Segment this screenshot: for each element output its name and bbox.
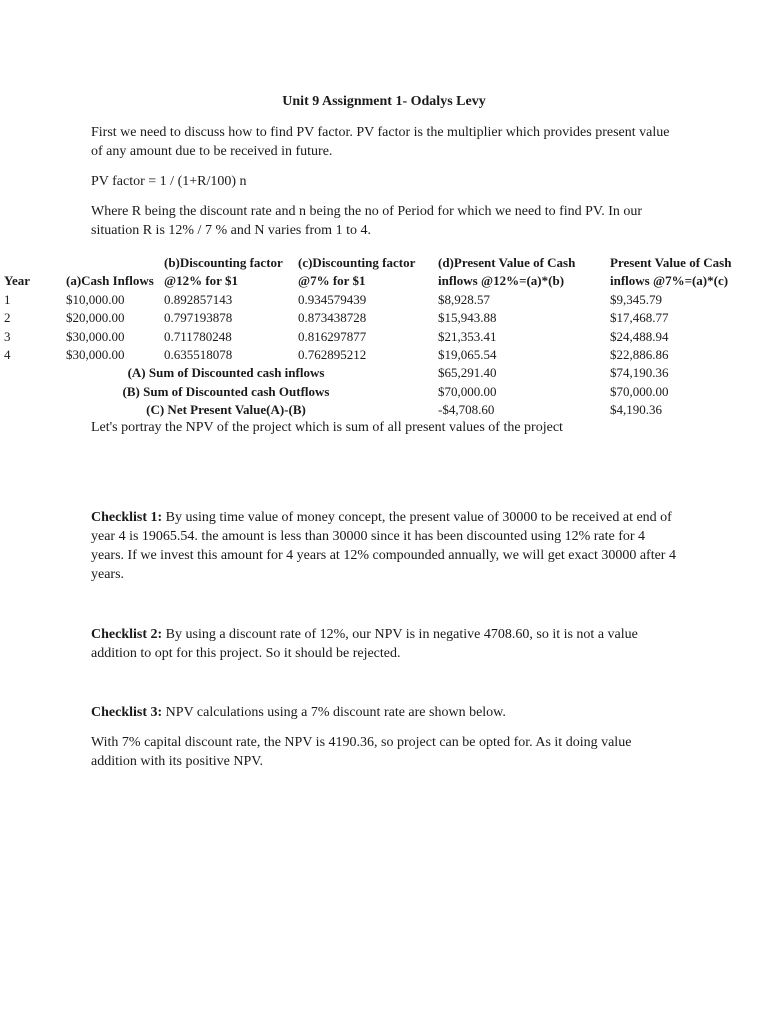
header-year: Year bbox=[4, 273, 30, 289]
pv-factor-formula: PV factor = 1 / (1+R/100) n bbox=[91, 174, 247, 189]
header-c-bottom: @7% for $1 bbox=[298, 273, 366, 289]
closing-paragraph: With 7% capital discount rate, the NPV is 4190.36, so project can be opted for. As it doing value addition with its positive NPV. bbox=[91, 735, 632, 769]
checklist-2-label: Checklist 2: bbox=[91, 627, 163, 642]
cell-pv-12: $8,928.57 bbox=[438, 291, 490, 307]
cell-pv-12: $21,353.41 bbox=[438, 328, 497, 344]
header-b-top: (b)Discounting factor bbox=[164, 255, 283, 270]
cell-pv-7: $22,886.86 bbox=[610, 346, 669, 362]
cell-cash-inflow: $10,000.00 bbox=[66, 291, 125, 307]
table-row bbox=[4, 309, 764, 327]
cell-year: 1 bbox=[4, 291, 11, 307]
checklist-1 bbox=[91, 508, 679, 584]
summary-pv-12: $65,291.40 bbox=[438, 365, 497, 381]
cell-pv-7: $9,345.79 bbox=[610, 291, 662, 307]
summary-pv-7: $74,190.36 bbox=[610, 365, 669, 381]
cell-pv-7: $17,468.77 bbox=[610, 310, 669, 326]
summary-pv-12: $70,000.00 bbox=[438, 383, 497, 399]
summary-row-npv bbox=[4, 401, 764, 419]
cell-factor-12: 0.892857143 bbox=[164, 291, 233, 307]
cell-year: 4 bbox=[4, 346, 11, 362]
summary-row-outflows bbox=[4, 383, 764, 401]
header-c-top: (c)Discounting factor bbox=[298, 255, 416, 270]
table-row bbox=[4, 346, 764, 364]
intro-paragraph-discount-rate: Where R being the discount rate and n being the no of Period for which we need to find PV. In our situation R is 12% / 7 % and N varies from 1 to 4. bbox=[91, 204, 643, 238]
summary-label: (A) Sum of Discounted cash inflows bbox=[127, 365, 325, 381]
summary-label: (B) Sum of Discounted cash Outflows bbox=[122, 383, 330, 399]
checklist-2 bbox=[91, 625, 679, 663]
header-b-bottom: @12% for $1 bbox=[164, 273, 238, 289]
table-row bbox=[4, 291, 764, 309]
summary-pv-12: -$4,708.60 bbox=[438, 402, 495, 418]
cell-year: 3 bbox=[4, 328, 11, 344]
cell-pv-7: $24,488.94 bbox=[610, 328, 669, 344]
table-header-row-bottom bbox=[4, 272, 764, 290]
summary-label: (C) Net Present Value(A)-(B) bbox=[146, 402, 306, 418]
table-row bbox=[4, 328, 764, 346]
checklist-1-text: By using time value of money concept, the present value of 30000 to be received at end of year 4 is 19065.54. the amount is less than 30000 since it has been discounted using 12% rate for 4 years. If we invest this amount for 4 years at 12% compounded annually, we will get exact 30000 after 4 years. bbox=[91, 510, 676, 582]
cell-factor-12: 0.797193878 bbox=[164, 310, 233, 326]
cell-factor-7: 0.816297877 bbox=[298, 328, 367, 344]
header-d-bottom: inflows @12%=(a)*(b) bbox=[438, 273, 565, 289]
header-e-top: Present Value of Cash bbox=[610, 255, 732, 270]
checklist-3-label: Checklist 3: bbox=[91, 705, 163, 720]
cell-factor-12: 0.711780248 bbox=[164, 328, 232, 344]
table-header-row-top bbox=[4, 254, 764, 272]
summary-row-inflows bbox=[4, 364, 764, 382]
cell-factor-12: 0.635518078 bbox=[164, 346, 233, 362]
cell-pv-12: $15,943.88 bbox=[438, 310, 497, 326]
npv-table bbox=[4, 254, 764, 420]
header-a: (a)Cash Inflows bbox=[66, 273, 154, 289]
checklist-2-text: By using a discount rate of 12%, our NPV is in negative 4708.60, so it is not a value addition to opt for this project. So it should be rejected. bbox=[91, 627, 638, 661]
header-e-bottom: inflows @7%=(a)*(c) bbox=[610, 273, 729, 289]
header-d-top: (d)Present Value of Cash bbox=[438, 255, 576, 270]
summary-pv-7: $70,000.00 bbox=[610, 383, 669, 399]
cell-cash-inflow: $30,000.00 bbox=[66, 346, 125, 362]
checklist-3 bbox=[91, 703, 679, 722]
npv-note: Let's portray the NPV of the project which is sum of all present values of the project bbox=[91, 420, 563, 435]
cell-cash-inflow: $20,000.00 bbox=[66, 310, 125, 326]
cell-factor-7: 0.873438728 bbox=[298, 310, 367, 326]
checklist-3-text: NPV calculations using a 7% discount rate are shown below. bbox=[162, 705, 506, 720]
cell-year: 2 bbox=[4, 310, 11, 326]
intro-paragraph-pv-factor: First we need to discuss how to find PV factor. PV factor is the multiplier which provides present value of any amount due to be received in future. bbox=[91, 125, 670, 159]
cell-pv-12: $19,065.54 bbox=[438, 346, 497, 362]
document-title: Unit 9 Assignment 1- Odalys Levy bbox=[282, 94, 486, 109]
cell-factor-7: 0.762895212 bbox=[298, 346, 367, 362]
cell-factor-7: 0.934579439 bbox=[298, 291, 367, 307]
checklist-1-label: Checklist 1: bbox=[91, 510, 163, 525]
summary-pv-7: $4,190.36 bbox=[610, 402, 662, 418]
cell-cash-inflow: $30,000.00 bbox=[66, 328, 125, 344]
